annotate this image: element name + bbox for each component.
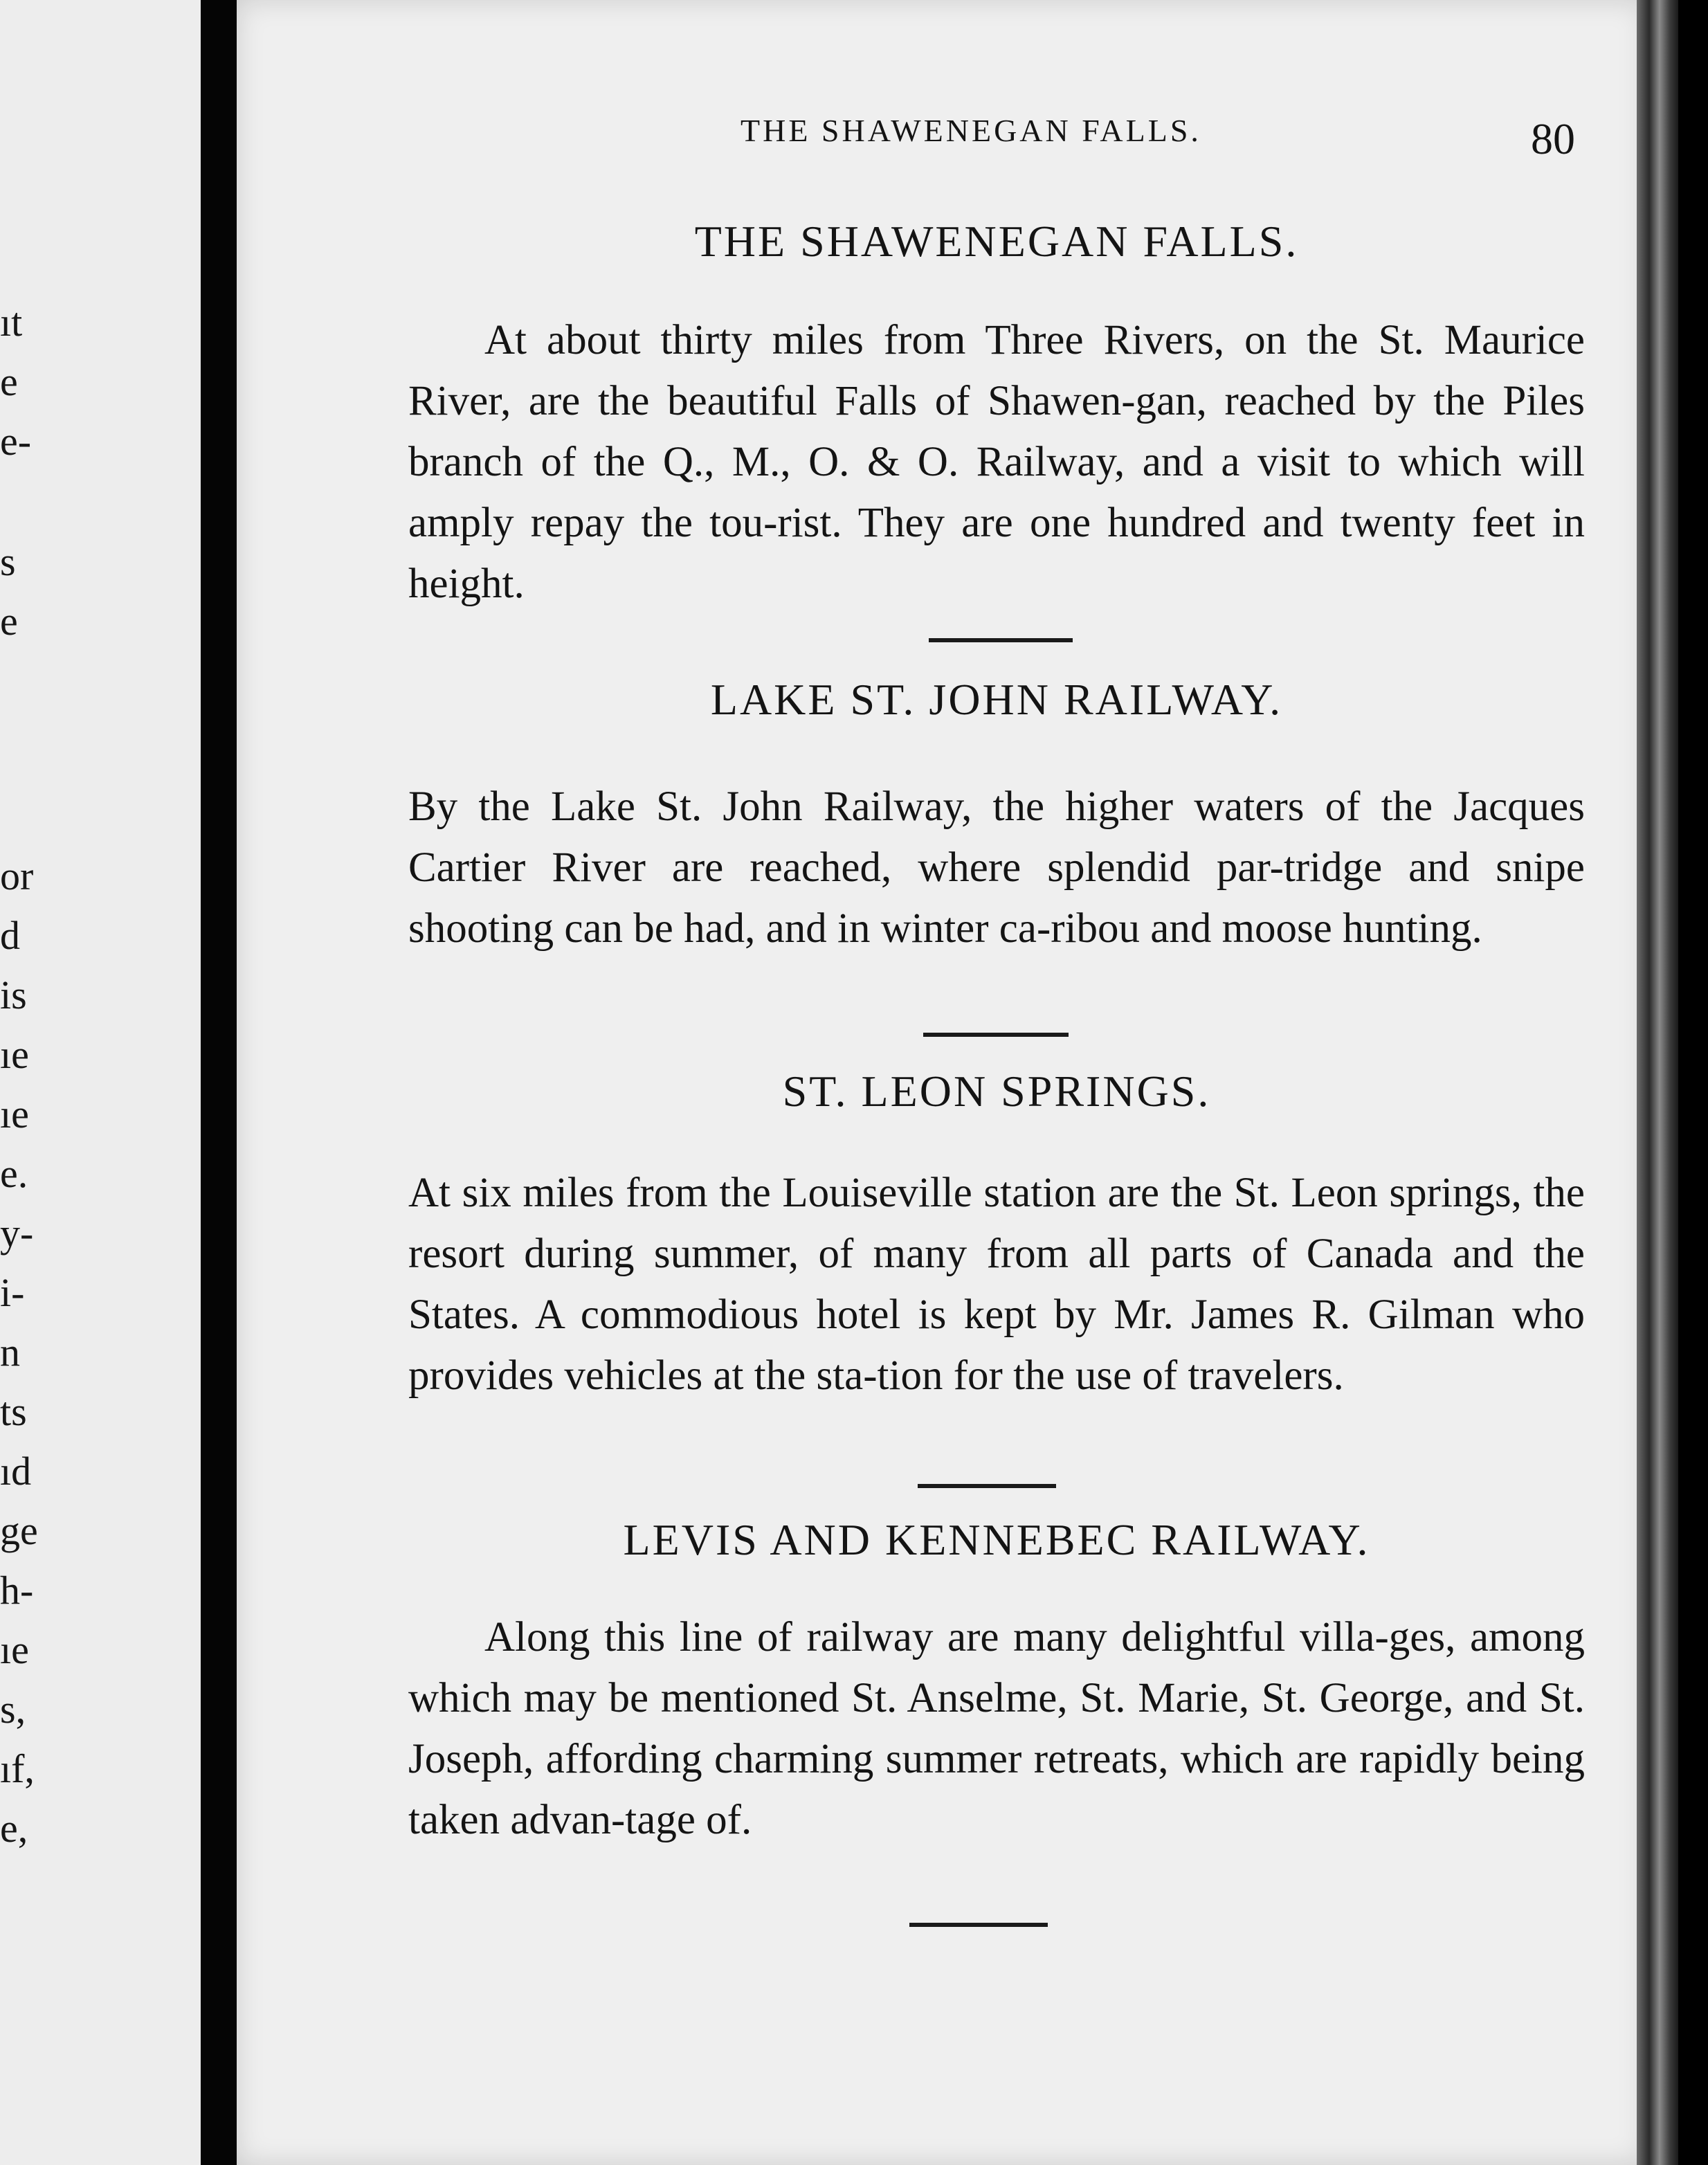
section-body: Along this line of railway are many delightful villa-ges, among which may be mentioned St. Anselme, St. Marie, St. George, and St. Joseph, affording charming summer retreats, which are rapidly being taken advan-tage of. [408, 1614, 1585, 1843]
fragment-line: s, [0, 1687, 26, 1732]
fragment-line: ge [0, 1508, 38, 1553]
running-head: THE SHAWENEGAN FALLS. [741, 113, 1201, 148]
fragment-line: ıt [0, 300, 23, 345]
scan-border [1678, 0, 1708, 2165]
fragment-line: e. [0, 1151, 28, 1196]
section-title: ST. LEON SPRINGS. [782, 1067, 1211, 1116]
section-divider [923, 1033, 1069, 1037]
fragment-line: ts [0, 1389, 27, 1434]
page-number: 80 [1531, 114, 1575, 163]
book-gutter [201, 0, 237, 2165]
fragment-line: e- [0, 419, 32, 464]
fragment-line: e [0, 599, 18, 644]
fragment-line: e [0, 359, 18, 404]
fragment-line: e, [0, 1806, 28, 1851]
fragment-line: ıd [0, 1449, 32, 1494]
section-body: At six miles from the Louiseville station are the St. Leon springs, the resort during summer, of many from all parts of Canada and the States. A commodious hotel is kept by Mr. James R. Gilman who provides vehicles at the sta-tion for the use of travelers. [408, 1170, 1585, 1399]
fragment-line: n [0, 1330, 20, 1375]
fragment-line: ıe [0, 1032, 29, 1077]
previous-page-text-edge [0, 0, 201, 2165]
section-title: THE SHAWENEGAN FALLS. [694, 217, 1299, 266]
page-edge-stack [1637, 0, 1678, 2165]
section-title: LAKE ST. JOHN RAILWAY. [710, 675, 1283, 724]
previous-page-fragment [0, 0, 201, 2165]
section-title: LEVIS AND KENNEBEC RAILWAY. [623, 1515, 1370, 1564]
section-body: By the Lake St. John Railway, the higher waters of the Jacques Cartier River are reached, where splendid par-tridge and snipe shooting can be had, and in winter ca-ribou and moose hunting. [408, 783, 1585, 952]
fragment-line: or [0, 853, 34, 898]
section-divider [918, 1484, 1056, 1488]
fragment-line: d [0, 913, 20, 958]
section-body: At about thirty miles from Three Rivers, on the St. Maurice River, are the beautiful Falls of Shawen-gan, reached by the Piles branch of the Q., M., O. & O. Railway, and a visit to which will amply repay the tou-rist. They are one hundred and twenty feet in height. [408, 317, 1585, 607]
fragment-line: ıf, [0, 1746, 35, 1791]
fragment-line: s [0, 539, 16, 584]
section-divider [929, 638, 1073, 642]
fragment-line: h- [0, 1568, 34, 1613]
fragment-line: is [0, 972, 27, 1017]
fragment-line: ıe [0, 1627, 29, 1672]
fragment-line: ıe [0, 1091, 29, 1136]
fragment-line: i- [0, 1270, 25, 1315]
section-divider [909, 1923, 1048, 1927]
fragment-line: y- [0, 1211, 34, 1256]
